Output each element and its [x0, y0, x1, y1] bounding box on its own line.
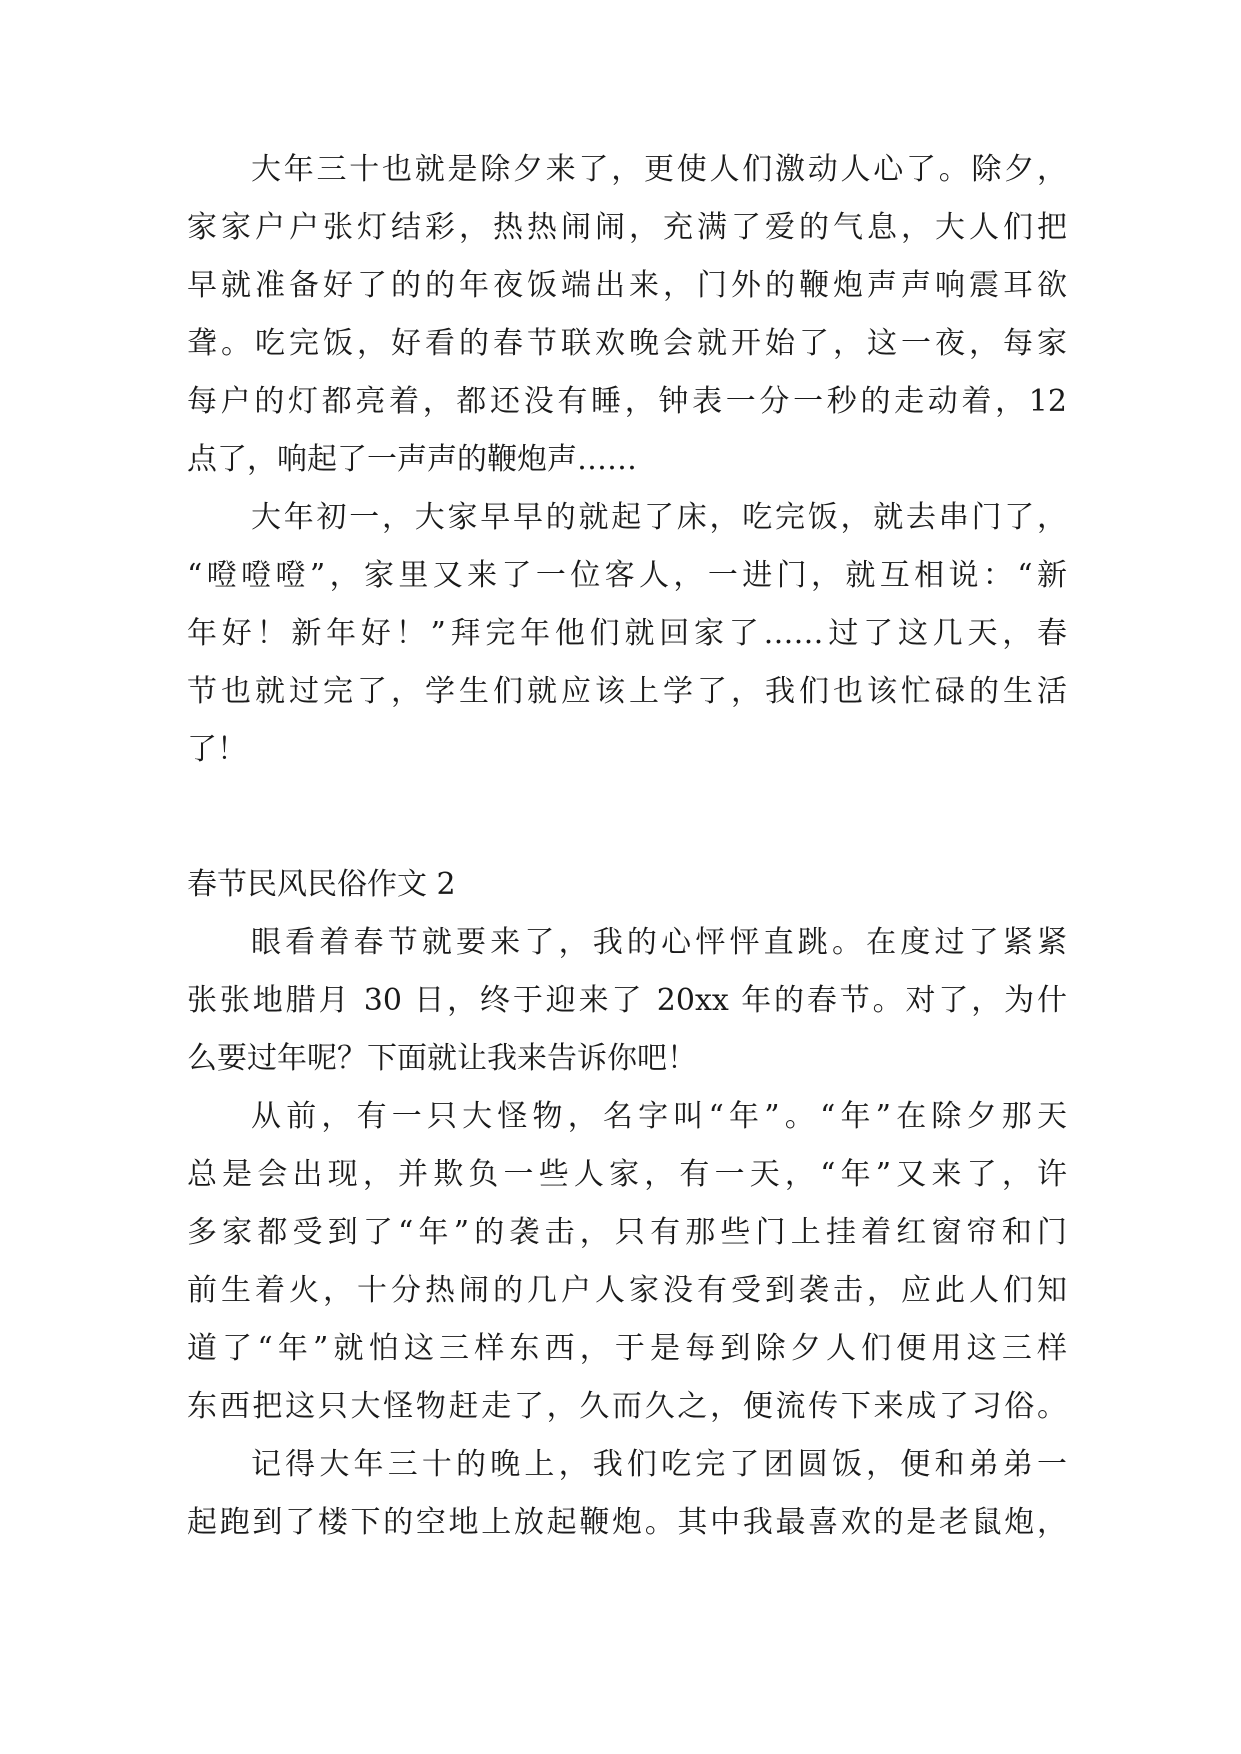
paragraph-2-line-2: “噔噔噔”，家里又来了一位客人，一进门，就互相说：“新: [187, 558, 1067, 593]
paragraph-5-line-2: 起跑到了楼下的空地上放起鞭炮。其中我最喜欢的是老鼠炮，: [187, 1505, 1067, 1540]
paragraph-4-line-2: 总是会出现，并欺负一些人家，有一天，“年”又来了，许: [187, 1157, 1067, 1192]
paragraph-1-line-1: 大年三十也就是除夕来了，更使人们激动人心了。除夕，: [251, 152, 1067, 187]
paragraph-2-line-1: 大年初一，大家早早的就起了床，吃完饭，就去串门了，: [251, 500, 1067, 535]
paragraph-4-line-4: 前生着火，十分热闹的几户人家没有受到袭击，应此人们知: [187, 1273, 1067, 1308]
paragraph-4-line-1: 从前，有一只大怪物，名字叫“年”。“年”在除夕那天: [251, 1099, 1067, 1134]
paragraph-1-line-2: 家家户户张灯结彩，热热闹闹，充满了爱的气息，大人们把: [187, 210, 1067, 245]
paragraph-1-line-4: 聋。吃完饭，好看的春节联欢晚会就开始了，这一夜，每家: [187, 326, 1067, 361]
paragraph-5-line-1: 记得大年三十的晚上，我们吃完了团圆饭，便和弟弟一: [251, 1447, 1067, 1482]
section-title: 春节民风民俗作文 2: [187, 867, 456, 902]
paragraph-1-line-5: 每户的灯都亮着，都还没有睡，钟表一分一秒的走动着，12: [187, 384, 1067, 419]
paragraph-4-line-5: 道了“年”就怕这三样东西，于是每到除夕人们便用这三样: [187, 1331, 1067, 1366]
paragraph-4-line-6: 东西把这只大怪物赶走了，久而久之，便流传下来成了习俗。: [187, 1389, 1067, 1424]
paragraph-4-line-3: 多家都受到了“年”的袭击，只有那些门上挂着红窗帘和门: [187, 1215, 1067, 1250]
paragraph-1-line-3: 早就准备好了的的年夜饭端出来，门外的鞭炮声声响震耳欲: [187, 268, 1067, 303]
paragraph-3-line-2: 张张地腊月 30 日，终于迎来了 20xx 年的春节。对了，为什: [187, 983, 1067, 1018]
paragraph-3-line-1: 眼看着春节就要来了，我的心怦怦直跳。在度过了紧紧: [251, 925, 1067, 960]
paragraph-2-line-5: 了！: [187, 732, 247, 767]
paragraph-2-line-3: 年好！新年好！”拜完年他们就回家了……过了这几天，春: [187, 616, 1067, 651]
paragraph-3-line-3: 么要过年呢？下面就让我来告诉你吧！: [187, 1041, 697, 1076]
paragraph-1-line-6: 点了，响起了一声声的鞭炮声……: [187, 442, 637, 477]
paragraph-2-line-4: 节也就过完了，学生们就应该上学了，我们也该忙碌的生活: [187, 674, 1067, 709]
